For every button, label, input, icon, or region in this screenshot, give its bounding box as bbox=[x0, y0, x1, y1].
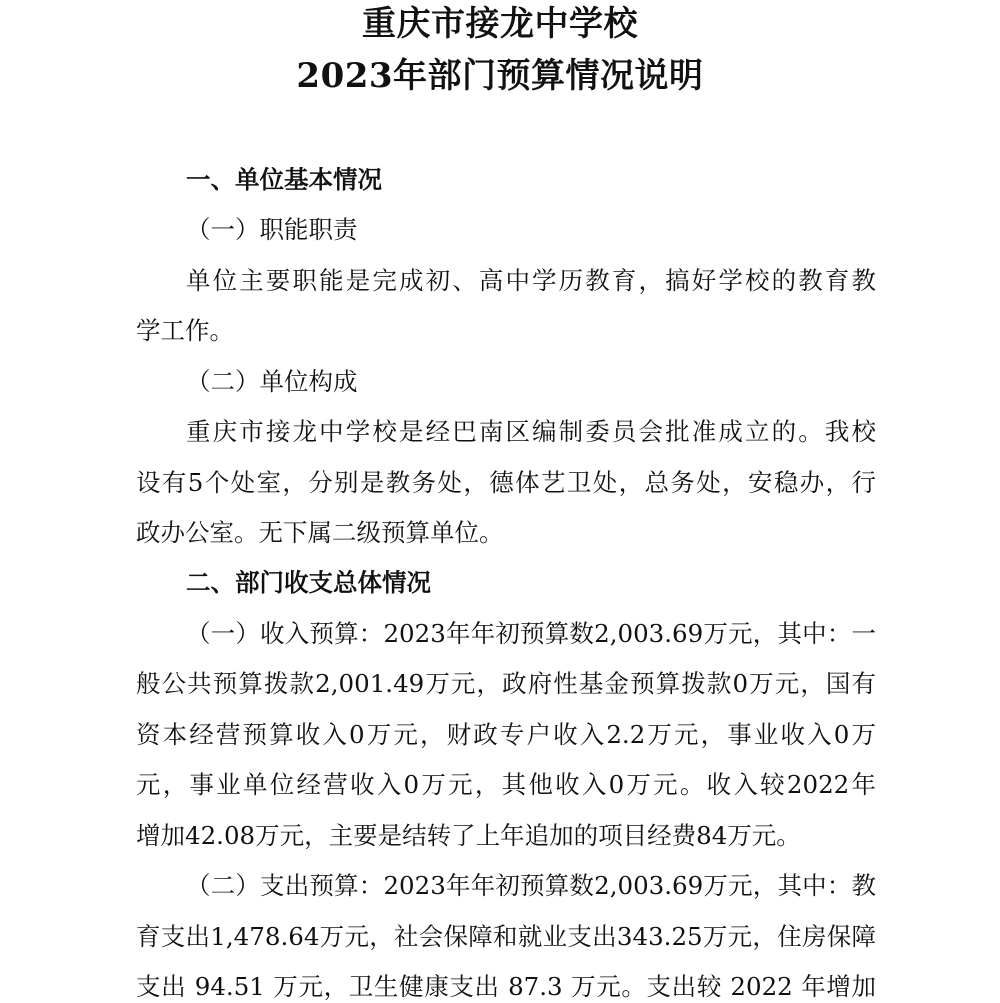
paragraph-line: 支出 94.51 万元，卫生健康支出 87.3 万元。支出较 2022 年增加 bbox=[136, 972, 876, 1001]
document-title-line2: 2023年部门预算情况说明 bbox=[296, 56, 704, 96]
paragraph-line: 增加42.08万元，主要是结转了上年追加的项目经费84万元。 bbox=[136, 821, 801, 850]
paragraph-line: 般公共预算拨款2,001.49万元，政府性基金预算拨款0万元，国有 bbox=[136, 669, 876, 698]
subsection-heading-1-2: （二）单位构成 bbox=[186, 367, 358, 396]
paragraph-line: 资本经营预算收入0万元，财政专户收入2.2万元，事业收入0万 bbox=[136, 720, 876, 749]
paragraph-line: （一）收入预算：2023年年初预算数2,003.69万元，其中：一 bbox=[186, 619, 876, 648]
section-heading-2: 二、部门收支总体情况 bbox=[186, 568, 431, 597]
paragraph-line: （二）支出预算：2023年年初预算数2,003.69万元，其中：教 bbox=[186, 871, 876, 900]
paragraph-line: 重庆市接龙中学校是经巴南区编制委员会批准成立的。我校 bbox=[186, 417, 876, 446]
paragraph-line: 单位主要职能是完成初、高中学历教育，搞好学校的教育教 bbox=[186, 266, 876, 295]
section-heading-1: 一、单位基本情况 bbox=[186, 165, 382, 194]
paragraph-line: 政办公室。无下属二级预算单位。 bbox=[136, 518, 504, 547]
subsection-heading-1-1: （一）职能职责 bbox=[186, 215, 358, 244]
paragraph-line: 设有5个处室，分别是教务处，德体艺卫处，总务处，安稳办，行 bbox=[136, 468, 876, 497]
paragraph-line: 育支出1,478.64万元，社会保障和就业支出343.25万元，住房保障 bbox=[136, 922, 876, 951]
document-title-line1: 重庆市接龙中学校 bbox=[362, 4, 638, 44]
paragraph-line: 元，事业单位经营收入0万元，其他收入0万元。收入较2022年 bbox=[136, 770, 876, 799]
paragraph-line: 学工作。 bbox=[136, 316, 234, 345]
